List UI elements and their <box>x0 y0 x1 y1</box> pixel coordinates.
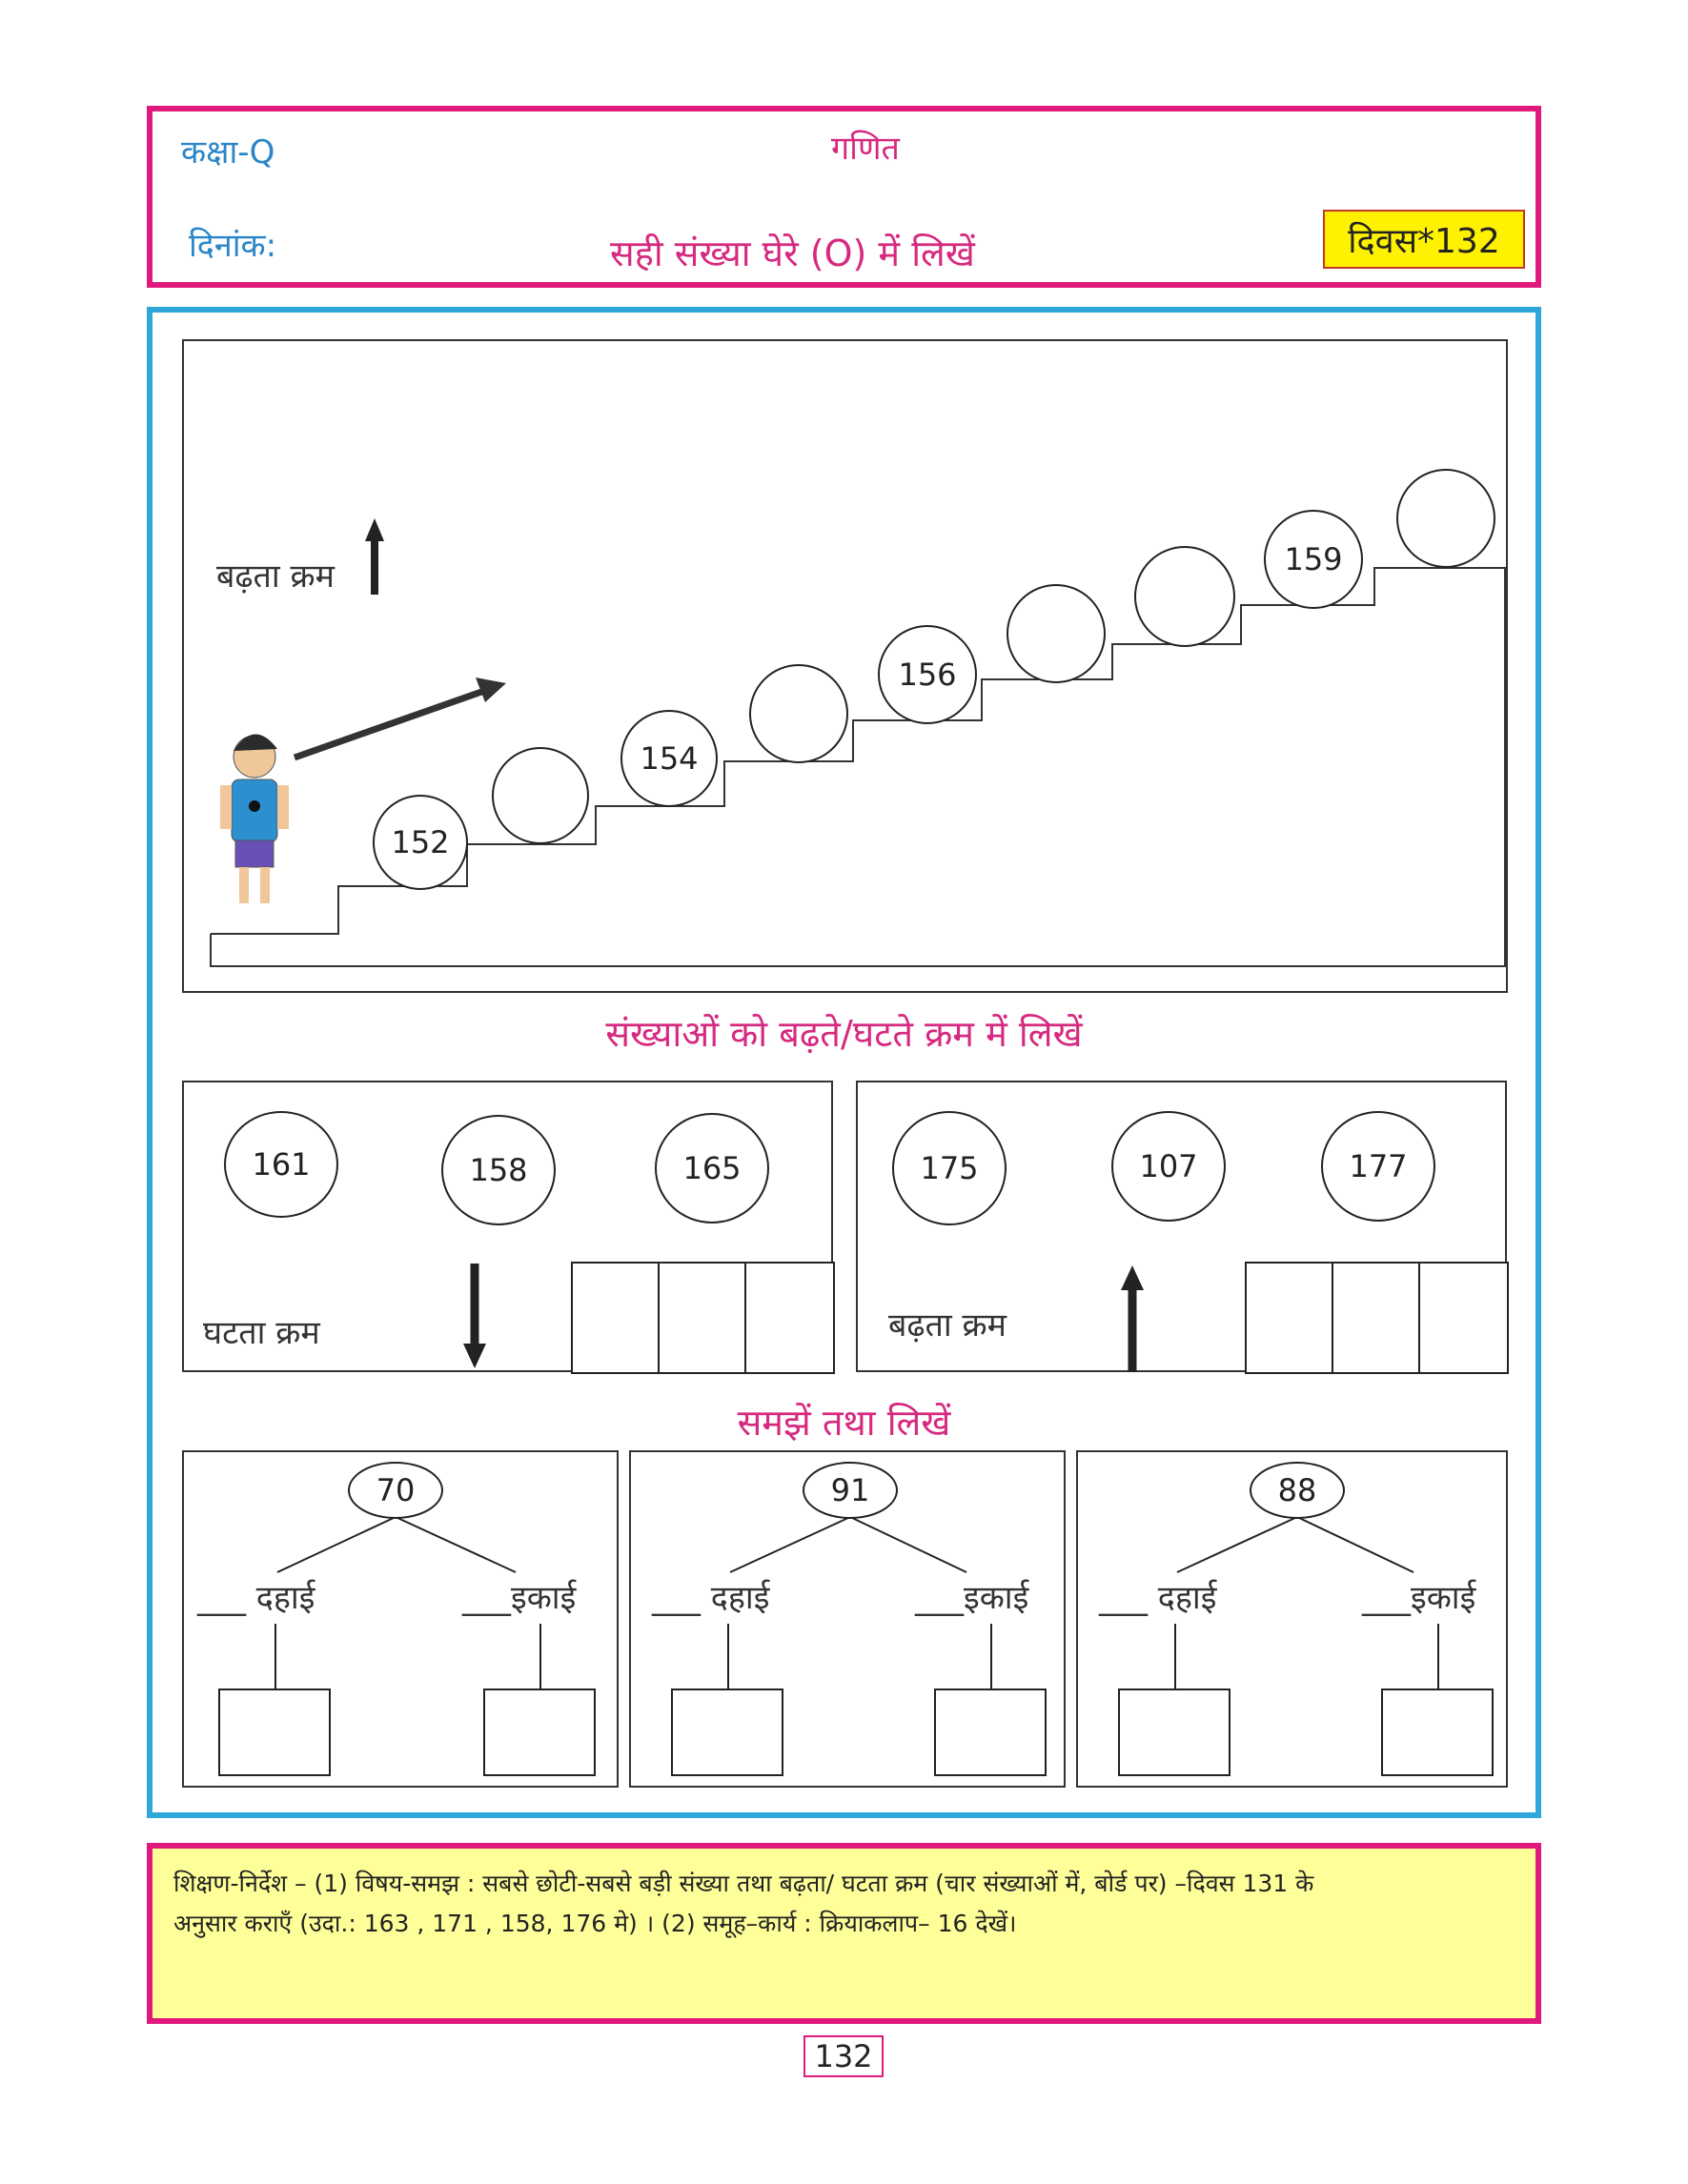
up-arrow-icon <box>1113 1265 1151 1372</box>
staircase-outline <box>211 568 1505 966</box>
answer-box[interactable] <box>658 1262 746 1374</box>
staircase-panel <box>182 339 1508 993</box>
diagonal-arrow-line <box>295 690 487 758</box>
answer-box[interactable] <box>1332 1262 1420 1374</box>
increasing-order-label: बढ़ता क्रम <box>888 1306 1007 1345</box>
step-circle[interactable] <box>749 664 848 763</box>
number-circle: 177 <box>1321 1111 1435 1222</box>
ones-answer-box[interactable] <box>934 1689 1047 1776</box>
subject-title: गणित <box>831 130 900 168</box>
answer-box[interactable] <box>1245 1262 1333 1374</box>
answer-box[interactable] <box>1418 1262 1509 1374</box>
place-value-panel <box>182 1450 619 1788</box>
step-circle[interactable]: 156 <box>878 625 977 724</box>
number-circle: 107 <box>1111 1111 1226 1222</box>
page-number: 132 <box>803 2035 884 2077</box>
answer-box[interactable] <box>744 1262 835 1374</box>
tens-answer-box[interactable] <box>671 1689 783 1776</box>
day-badge: दिवस*132 <box>1323 210 1525 269</box>
boy-figure <box>220 734 289 903</box>
up-arrow-head <box>365 518 384 541</box>
ones-label: ___इकाई <box>462 1579 577 1617</box>
place-value-title: समझें तथा लिखें <box>737 1402 951 1444</box>
tens-label: ___ दहाई <box>1099 1579 1217 1617</box>
number-circle: 165 <box>655 1113 769 1223</box>
decreasing-order-label: घटता क्रम <box>203 1314 320 1352</box>
number-oval: 70 <box>348 1462 443 1519</box>
ones-answer-box[interactable] <box>483 1689 596 1776</box>
place-value-panel <box>1076 1450 1508 1788</box>
step-circle[interactable] <box>1396 469 1495 568</box>
number-oval: 91 <box>803 1462 898 1519</box>
instruction-line-2: अनुसार कराएँ (उदा.: 163 , 171 , 158, 176 मे) । (2) समूह–कार्य : क्रियाकलाप– 16 देखें। <box>173 1910 1017 1937</box>
tens-answer-box[interactable] <box>218 1689 331 1776</box>
header-frame <box>147 106 1541 288</box>
tens-answer-box[interactable] <box>1118 1689 1230 1776</box>
worksheet-frame <box>147 307 1541 1818</box>
number-oval: 88 <box>1250 1462 1345 1519</box>
teaching-instructions <box>147 1843 1541 2024</box>
answer-box[interactable] <box>571 1262 660 1374</box>
down-arrow-icon <box>456 1264 494 1370</box>
ones-answer-box[interactable] <box>1381 1689 1494 1776</box>
instruction-line-1: शिक्षण-निर्देश – (1) विषय-समझ : सबसे छोटी-सबसे बड़ी संख्या तथा बढ़ता/ घटता क्रम (चार संख्याओं में, बोर्ड पर) –दिवस 131 के <box>173 1870 1314 1897</box>
ones-label: ___इकाई <box>915 1579 1029 1617</box>
tens-label: ___ दहाई <box>197 1579 315 1617</box>
step-circle[interactable]: 159 <box>1264 510 1363 609</box>
step-circle[interactable] <box>1007 584 1106 683</box>
increasing-order-panel <box>856 1081 1507 1372</box>
ones-label: ___इकाई <box>1362 1579 1476 1617</box>
number-circle: 158 <box>441 1115 556 1225</box>
date-label: दिनांक: <box>189 227 277 265</box>
step-circle[interactable]: 154 <box>620 710 718 807</box>
number-circle: 161 <box>224 1111 338 1218</box>
class-label: कक्षा-Q <box>181 133 275 172</box>
step-circle[interactable]: 152 <box>373 795 468 890</box>
tens-label: ___ दहाई <box>652 1579 770 1617</box>
step-circle[interactable] <box>492 747 589 844</box>
order-section-title: संख्याओं को बढ़ते/घटते क्रम में लिखें <box>605 1013 1083 1055</box>
number-circle: 175 <box>892 1111 1007 1225</box>
increasing-order-label: बढ़ता क्रम <box>216 557 335 596</box>
decreasing-order-panel <box>182 1081 833 1372</box>
step-circle[interactable] <box>1134 546 1235 647</box>
staircase-drawing <box>184 341 1510 995</box>
instruction-text: सही संख्या घेरे (O) में लिखें <box>610 233 975 274</box>
place-value-panel <box>629 1450 1066 1788</box>
